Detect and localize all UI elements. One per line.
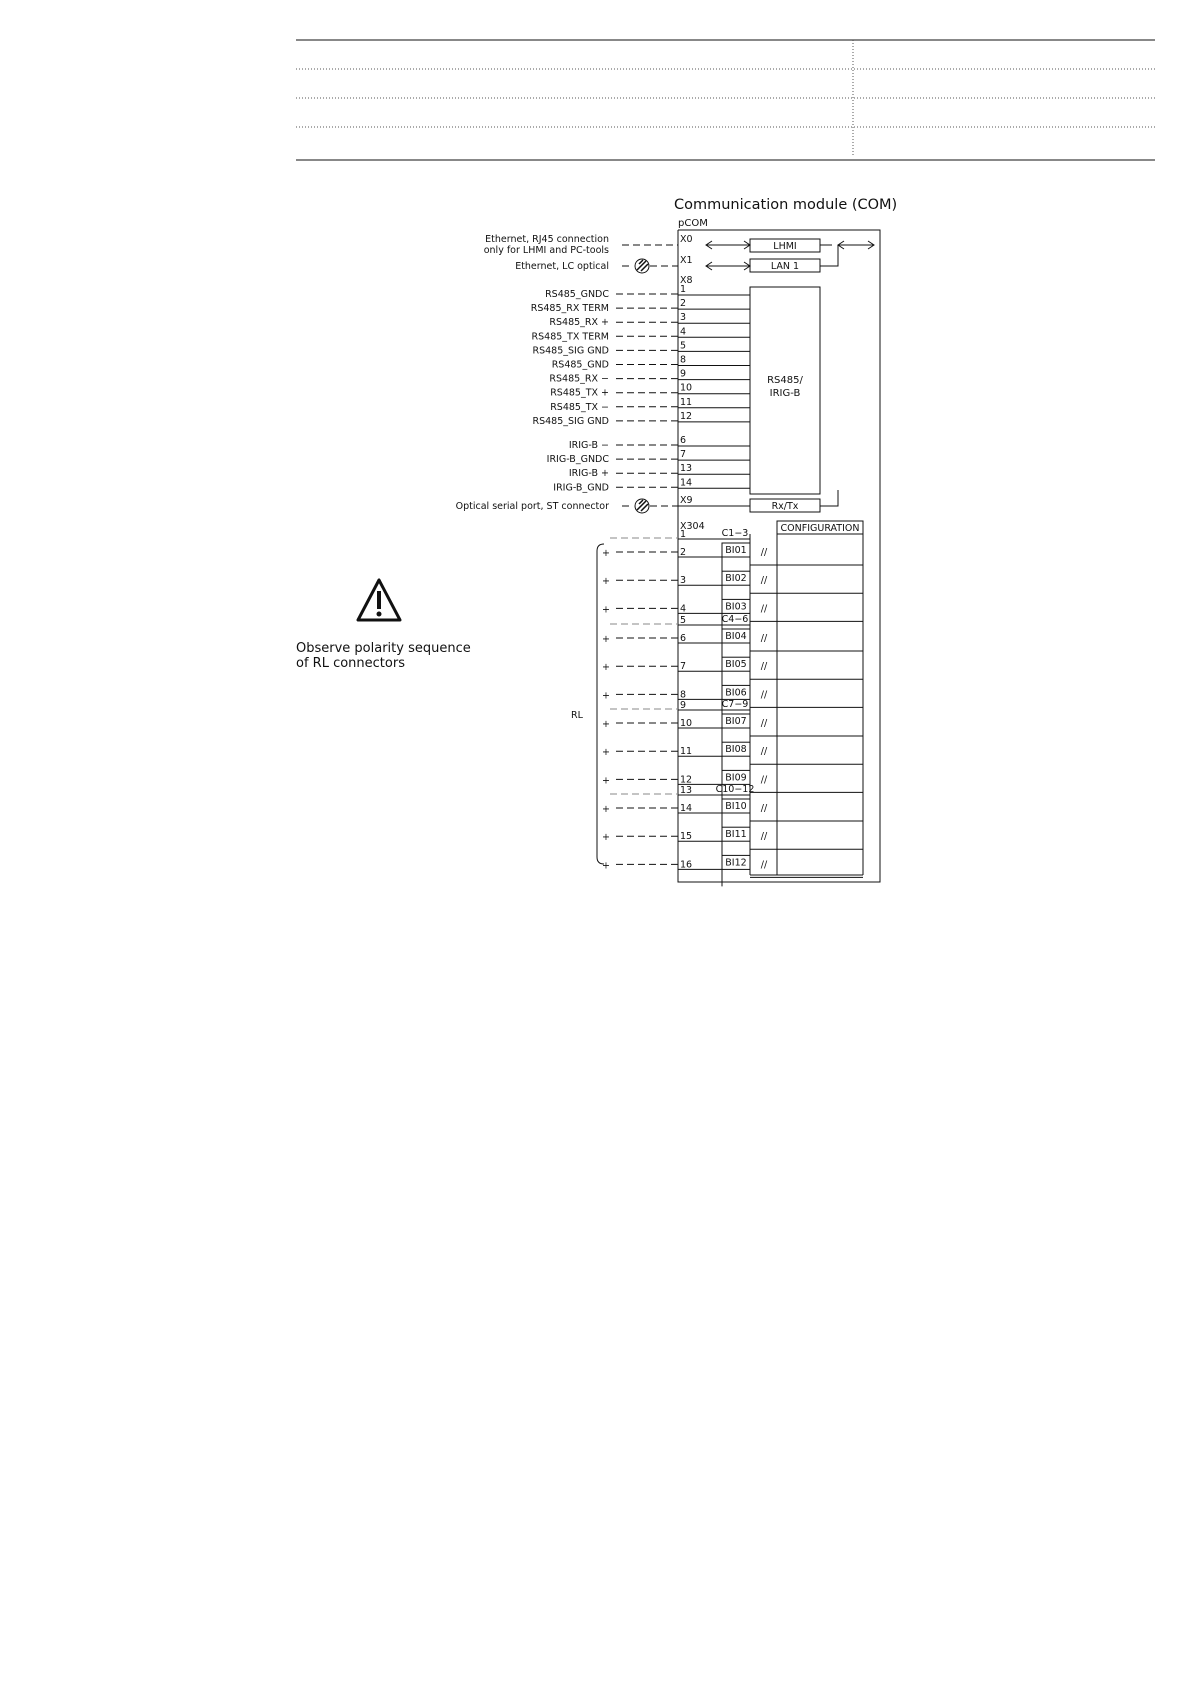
x304-pin-number: 10 [680, 718, 693, 729]
rs485-pin-rows [531, 284, 750, 427]
bi-label: BI04 [725, 631, 747, 642]
plus-sign: + [602, 775, 610, 787]
bi-label: BI03 [725, 601, 747, 613]
bi-label: BI05 [725, 659, 747, 671]
bi-label: BI12 [725, 857, 747, 869]
plus-sign: + [602, 860, 610, 872]
rl-bracket [571, 544, 604, 864]
irig-signal-label: IRIG-B_GND [553, 482, 609, 494]
plus-sign: + [602, 634, 610, 645]
slash-symbol: // [760, 859, 768, 871]
irig-pin-number: 7 [680, 449, 687, 461]
rs485-signal-label: RS485_TX − [550, 401, 609, 413]
connector-x8: X8 [680, 275, 693, 286]
x304-pin-number: 16 [680, 859, 693, 871]
warning-text-line1: Observe polarity sequence [296, 641, 471, 656]
common-label: C10−12 [715, 784, 755, 795]
irig-signal-label: IRIG-B_GNDC [546, 454, 609, 466]
rs485-pin-number: 9 [680, 368, 687, 380]
bi-label: BI02 [725, 573, 747, 585]
svg-text:Ethernet, LC optical: Ethernet, LC optical [515, 261, 609, 272]
plus-sign: + [602, 662, 610, 674]
x304-pin-number: 3 [680, 575, 687, 587]
connector-x9: X9 [680, 495, 693, 506]
svg-text:Ethernet, RJ45 connection: Ethernet, RJ45 connection [485, 234, 609, 245]
plus-sign: + [602, 548, 610, 559]
slash-symbol: // [760, 746, 768, 758]
slash-symbol: // [760, 803, 768, 814]
rs485-pin-number: 10 [680, 382, 693, 394]
svg-text:only for LHMI and PC-tools: only for LHMI and PC-tools [483, 245, 609, 256]
rs485-pin-number: 3 [680, 312, 687, 324]
plus-sign: + [602, 604, 610, 616]
bi-label: BI06 [725, 687, 747, 699]
connector-x304: X304 [680, 521, 705, 532]
common-label: C1−3 [721, 528, 749, 539]
module-label: pCOM [678, 218, 708, 229]
rs485-signal-label: RS485_RX TERM [530, 303, 609, 315]
x304-pin-number: 2 [680, 547, 687, 558]
optical-serial-row [456, 490, 838, 513]
rx-tx-box-label: Rx/Tx [771, 501, 799, 512]
plus-sign: + [602, 576, 610, 588]
x304-pin-number: 13 [680, 785, 693, 796]
bi-label: BI10 [725, 801, 747, 812]
configuration-header: CONFIGURATION [780, 523, 860, 534]
header-table [296, 40, 1155, 160]
x304-pin-number: 5 [680, 615, 687, 626]
rs485-signal-label: RS485_TX + [550, 387, 609, 399]
rl-label: RL [571, 710, 583, 721]
binary-input-rows [602, 528, 863, 886]
plus-sign: + [602, 747, 610, 759]
connector-x0: X0 [680, 234, 693, 245]
x304-pin-number: 14 [680, 803, 693, 814]
common-label: C4−6 [721, 614, 749, 625]
x304-pin-number: 1 [680, 529, 687, 540]
rs485-pin-number: 4 [680, 326, 687, 338]
plus-sign: + [602, 690, 610, 702]
rs485-pin-number: 11 [680, 396, 693, 408]
rs485-pin-number: 2 [680, 298, 687, 310]
optical-connector-icon [635, 499, 649, 513]
slash-symbol: // [760, 774, 768, 786]
plus-sign: + [602, 719, 610, 730]
rs485-signal-label: RS485_GND [551, 359, 609, 371]
rs485-pin-number: 12 [680, 410, 693, 422]
warning-icon [358, 580, 400, 620]
bi-label: BI09 [725, 772, 747, 784]
svg-text:RS485/: RS485/ [767, 375, 803, 386]
diagram-title: Communication module (COM) [674, 197, 898, 213]
lan1-box-label: LAN 1 [770, 261, 800, 272]
slash-symbol: // [760, 633, 768, 644]
rs485-pin-number: 5 [680, 340, 687, 352]
slash-symbol: // [760, 831, 768, 843]
rs485-signal-label: RS485_TX TERM [531, 331, 609, 343]
irig-pin-number: 14 [680, 477, 693, 489]
irig-pin-number: 13 [680, 463, 693, 475]
x304-pin-number: 6 [680, 633, 687, 644]
x304-pin-number: 11 [680, 746, 693, 758]
x304-pin-number: 12 [680, 774, 693, 786]
irig-pin-rows [547, 435, 750, 493]
ethernet-rj45-row [484, 234, 874, 256]
svg-text:Optical serial port, ST connec: Optical serial port, ST connector [455, 501, 609, 512]
common-label: C7−9 [721, 699, 749, 710]
rs485-pin-number: 8 [680, 354, 687, 366]
svg-text:IRIG-B: IRIG-B [769, 388, 801, 399]
plus-sign: + [602, 832, 610, 844]
rs485-signal-label: RS485_SIG GND [532, 345, 609, 357]
rs485-signal-label: RS485_RX − [549, 373, 609, 385]
lhmi-box-label: LHMI [773, 241, 797, 252]
slash-symbol: // [760, 575, 768, 587]
irig-pin-number: 6 [680, 435, 687, 446]
slash-symbol: // [760, 718, 768, 729]
x304-pin-number: 15 [680, 831, 693, 843]
bi-label: BI07 [725, 716, 747, 727]
irig-signal-label: IRIG-B + [568, 468, 609, 480]
slash-symbol: // [760, 661, 768, 673]
warning-text-line2: of RL connectors [296, 656, 405, 671]
optical-connector-icon [635, 259, 649, 273]
rs485-signal-label: RS485_RX + [549, 317, 609, 329]
plus-sign: + [602, 804, 610, 815]
slash-symbol: // [760, 689, 768, 701]
slash-symbol: // [760, 603, 768, 615]
x304-pin-number: 9 [680, 700, 687, 711]
bi-label: BI11 [725, 829, 747, 841]
connector-x1: X1 [680, 255, 693, 266]
bi-label: BI01 [725, 545, 747, 556]
x304-pin-number: 8 [680, 689, 687, 701]
irig-signal-label: IRIG-B − [568, 440, 609, 451]
x304-pin-number: 4 [680, 603, 687, 615]
rs485-signal-label: RS485_SIG GND [532, 415, 609, 427]
rs485-pin-number: 1 [680, 284, 687, 295]
x304-pin-number: 7 [680, 661, 687, 673]
slash-symbol: // [760, 547, 768, 558]
bi-label: BI08 [725, 744, 747, 756]
rs485-signal-label: RS485_GNDC [545, 289, 609, 300]
